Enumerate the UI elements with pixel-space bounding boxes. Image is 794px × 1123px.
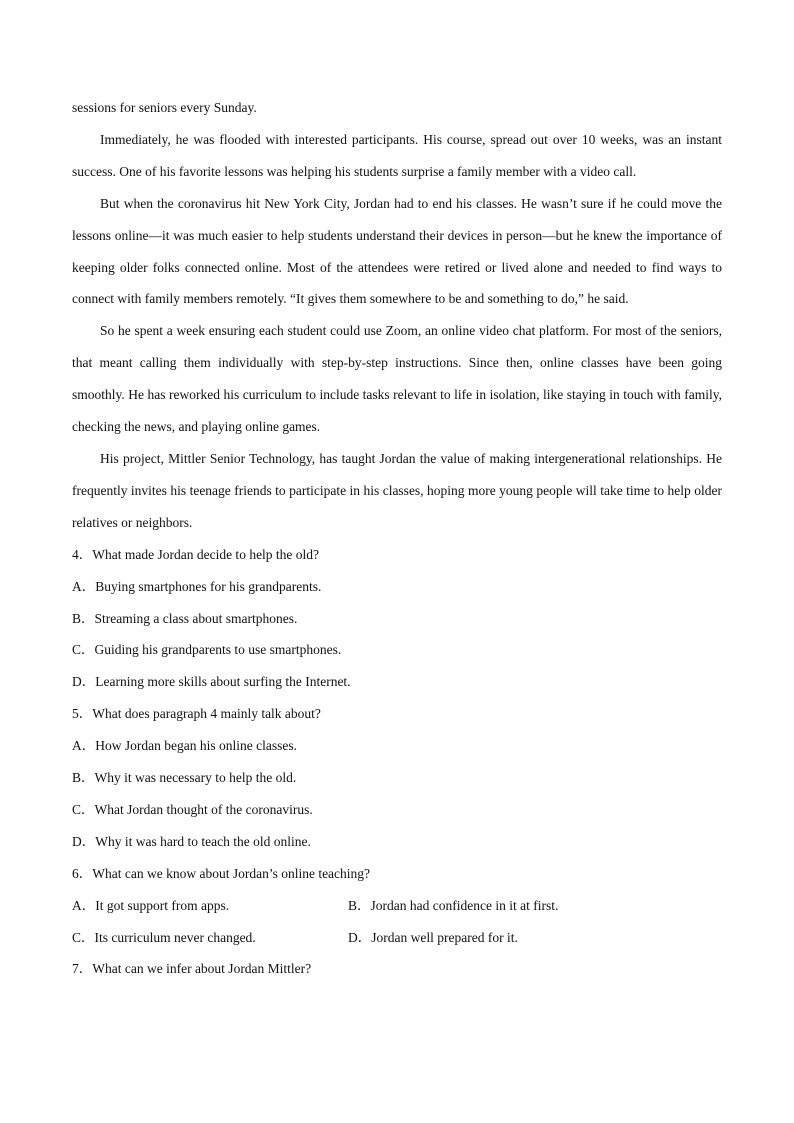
question-stem: 4．What made Jordan decide to help the old? <box>72 546 320 562</box>
option-b: B．Jordan had confidence in it at first. <box>348 897 559 913</box>
option-c: C．What Jordan thought of the coronavirus. <box>72 801 313 817</box>
question-stem: 6．What can we know about Jordan’s online teaching? <box>72 865 371 881</box>
option-a: A．It got support from apps. <box>72 897 230 913</box>
option-a: A．Buying smartphones for his grandparents. <box>72 578 322 594</box>
option-row <box>72 890 722 922</box>
question-5 <box>72 698 722 858</box>
question-stem: 5．What does paragraph 4 mainly talk about? <box>72 706 321 722</box>
question-7 <box>72 953 722 985</box>
option-c: C．Its curriculum never changed. <box>72 929 256 945</box>
option-a: A．How Jordan began his online classes. <box>72 738 297 754</box>
option-row <box>72 922 722 954</box>
paragraph: His project, Mittler Senior Technology, has taught Jordan the value of making intergenerational relationships. He frequently invites his teenage friends to participate in his classes, hoping more young people will take time to help older relatives or neighbors. <box>72 450 722 530</box>
question-6 <box>72 858 722 954</box>
question-stem: 7．What can we infer about Jordan Mittler? <box>72 961 312 977</box>
question-4 <box>72 539 722 699</box>
option-c: C．Guiding his grandparents to use smartphones. <box>72 642 342 658</box>
paragraph: sessions for seniors every Sunday. <box>72 100 257 115</box>
option-d: D．Why it was hard to teach the old online. <box>72 833 311 849</box>
paragraph: So he spent a week ensuring each student could use Zoom, an online video chat platform. For most of the seniors, that meant calling them individually with step-by-step instructions. Since then, online classes have been going smoothly. He has reworked his curriculum to include tasks relevant to life in isolation, like staying in touch with family, checking the news, and playing online games. <box>72 323 722 435</box>
option-b: B．Streaming a class about smartphones. <box>72 610 298 626</box>
document-page <box>72 92 722 985</box>
option-b: B．Why it was necessary to help the old. <box>72 770 297 786</box>
option-d: D．Jordan well prepared for it. <box>348 929 518 945</box>
option-d: D．Learning more skills about surfing the Internet. <box>72 674 351 690</box>
paragraph: But when the coronavirus hit New York City, Jordan had to end his classes. He wasn’t sure if he could move the lessons online—it was much easier to help students understand their devices in person—but he knew the importance of keeping older folks connected online. Most of the attendees were retired or lived alone and needed to find ways to connect with family members remotely. “It gives them somewhere to be and something to do,” he said. <box>72 195 722 307</box>
paragraph: Immediately, he was flooded with interested participants. His course, spread out over 10 weeks, was an instant success. One of his favorite lessons was helping his students surprise a family member with a video call. <box>72 131 722 179</box>
